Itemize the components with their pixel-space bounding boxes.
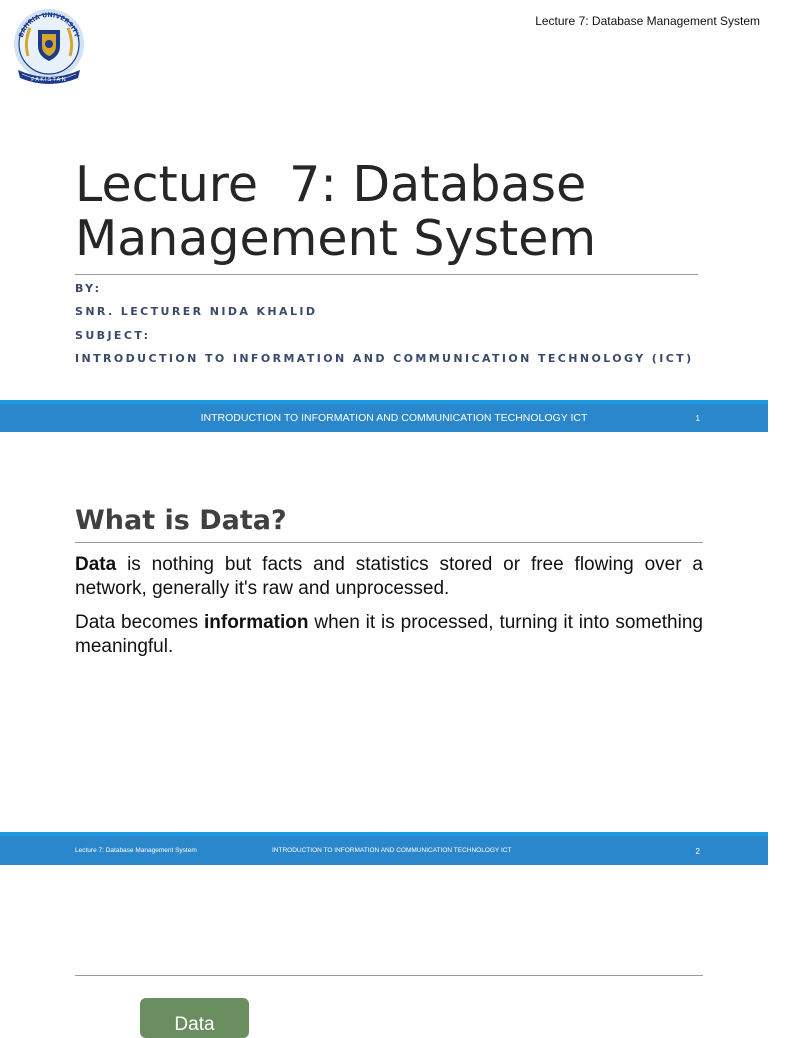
footer-course-title: INTRODUCTION TO INFORMATION AND COMMUNICATION TECHNOLOGY ICT: [272, 847, 512, 854]
university-crest-icon: [12, 6, 86, 86]
slide-title-line-2: Management System: [75, 210, 597, 267]
footer-page-number: 1: [695, 414, 700, 423]
lecturer-name: SNR. LECTURER NIDA KHALID: [75, 305, 318, 319]
footer-accent-line: [0, 832, 768, 836]
slide-1: [0, 0, 768, 400]
information-lead-text: Data becomes: [75, 612, 204, 633]
logo-arc-text: BAHRIA UNIVERSITY: [17, 11, 81, 39]
data-definition-paragraph: [75, 553, 703, 601]
slide-subtitle-block: [75, 283, 694, 376]
subject-name: INTRODUCTION TO INFORMATION AND COMMUNICATION TECHNOLOGY (ICT): [75, 351, 694, 365]
slide-2-heading: What is Data?: [75, 505, 287, 536]
information-term: information: [203, 612, 309, 633]
footer-accent-line: [0, 400, 768, 404]
university-logo: [12, 6, 86, 86]
title-divider: [75, 274, 698, 275]
data-box-label: Data: [174, 1014, 215, 1035]
slide-title: [75, 158, 735, 266]
information-paragraph: [75, 611, 703, 659]
data-term: Data: [75, 554, 117, 575]
footer-course-title: INTRODUCTION TO INFORMATION AND COMMUNICATION TECHNOLOGY ICT: [200, 412, 588, 424]
footer-lecture-title: Lecture 7: Database Management System: [75, 847, 197, 854]
logo-ribbon-text: PAKISTAN: [31, 77, 67, 83]
data-box: [140, 998, 249, 1038]
footer-page-number: 2: [695, 847, 700, 856]
slide-header-title: Lecture 7: Database Management System: [535, 14, 760, 28]
information-definition-text: when it is processed, turning it into something meaningful.: [75, 612, 703, 657]
by-label: BY:: [75, 282, 102, 295]
subject-label: SUBJECT:: [75, 328, 151, 342]
slide-1-footer: [0, 400, 768, 432]
heading-divider: [75, 542, 703, 543]
slide-3-divider: [75, 975, 703, 976]
slide-title-line-1: Lecture 7: Database: [75, 156, 587, 213]
data-definition-text: is nothing but facts and statistics stored or free flowing over a network, generally it's raw and unprocessed.: [75, 554, 703, 599]
slide-2-footer: [0, 832, 768, 865]
